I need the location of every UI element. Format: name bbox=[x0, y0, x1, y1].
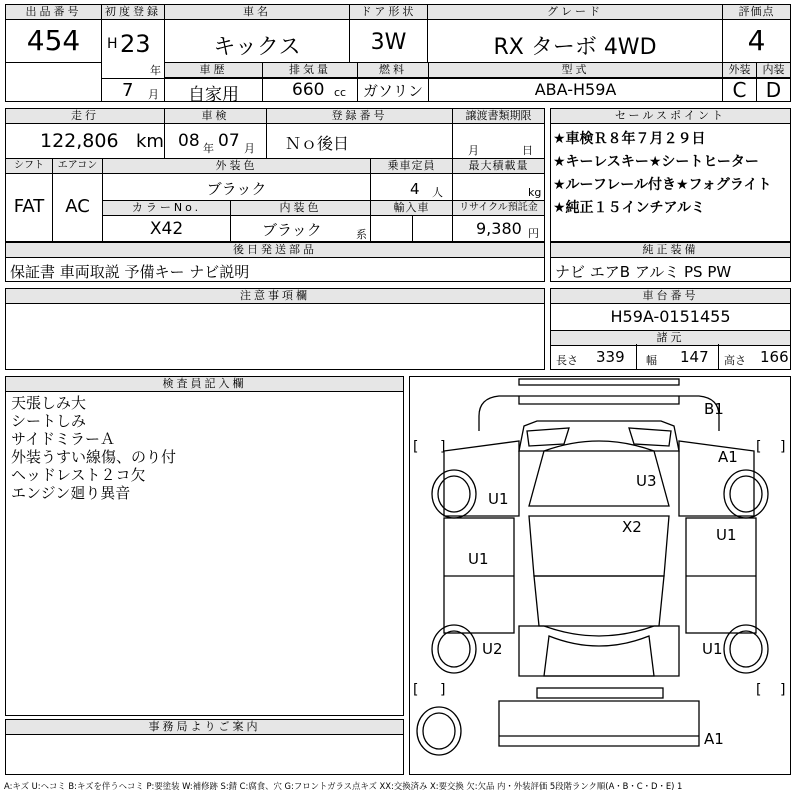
equipment-value: ナビ エアB アルミ PS PW bbox=[555, 263, 732, 281]
svg-text:[: [ bbox=[756, 439, 762, 455]
mark-u1-front-left: U1 bbox=[488, 490, 509, 508]
inspector-line-2: シートしみ bbox=[11, 412, 87, 430]
mark-x2: X2 bbox=[622, 518, 642, 536]
recycle: 9,380 bbox=[476, 219, 522, 238]
fuel-label: 燃料 bbox=[358, 63, 428, 78]
mark-u2: U2 bbox=[482, 640, 503, 658]
mileage: 122,806 bbox=[40, 130, 119, 152]
insp-year: 08 bbox=[178, 131, 200, 151]
sales-point-2: ★キーレスキー★シートヒーター bbox=[553, 154, 759, 170]
dims-label: 諸元 bbox=[551, 331, 790, 346]
chassis bbox=[550, 288, 791, 370]
later-parts bbox=[5, 242, 545, 282]
lot-number: 454 bbox=[26, 24, 81, 57]
chassis-number: H59A-0151455 bbox=[551, 304, 790, 331]
notes-label: 注意事項欄 bbox=[6, 289, 544, 304]
svg-text:[: [ bbox=[413, 439, 419, 455]
office-notice bbox=[5, 719, 404, 775]
door-type: 3W bbox=[370, 30, 407, 55]
mark-u3: U3 bbox=[636, 472, 657, 490]
inspector-notes bbox=[5, 376, 404, 716]
inspector-label: 検査員記入欄 bbox=[6, 377, 403, 392]
shift-label: シフト bbox=[6, 159, 52, 174]
door-label: ドア形状 bbox=[350, 5, 427, 20]
equipment-label: 純正装備 bbox=[551, 243, 790, 258]
car-name-label: 車名 bbox=[165, 5, 349, 20]
disp-unit: cc bbox=[334, 86, 347, 99]
hgt-label: 高さ bbox=[724, 354, 746, 367]
grade: RX ターボ 4WD bbox=[493, 35, 657, 60]
history: 自家用 bbox=[188, 85, 239, 105]
int-grade: D bbox=[765, 78, 782, 102]
svg-text:[: [ bbox=[413, 682, 419, 698]
recycle-label: リサイクル預託金 bbox=[453, 201, 544, 216]
svg-text:]: ] bbox=[780, 439, 786, 455]
later-parts-label: 後日発送部品 bbox=[6, 243, 544, 258]
sales-points-label: セールスポイント bbox=[551, 109, 790, 124]
sales-point-3: ★ルーフレール付き★フォグライト bbox=[553, 177, 772, 193]
ac-label: エアコン bbox=[53, 159, 102, 174]
mark-u1-rear-right: U1 bbox=[702, 640, 723, 658]
office-value bbox=[6, 735, 403, 739]
reg-month: 7 bbox=[122, 80, 134, 101]
ext-grade: C bbox=[732, 78, 747, 102]
displacement: 660 bbox=[292, 80, 325, 100]
history-label: 車歴 bbox=[165, 63, 262, 78]
inspector-line-5: ヘッドレスト２コ欠 bbox=[11, 466, 146, 484]
equipment bbox=[550, 242, 791, 282]
wid-label: 幅 bbox=[646, 354, 657, 367]
len-label: 長さ bbox=[556, 354, 578, 367]
colorno-label: カラーNo. bbox=[103, 201, 230, 216]
insp-month: 07 bbox=[218, 131, 240, 151]
disp-label: 排気量 bbox=[263, 63, 357, 78]
wid: 147 bbox=[680, 348, 709, 366]
car-name: キックス bbox=[213, 35, 301, 60]
model: ABA-H59A bbox=[534, 80, 617, 99]
inspector-line-6: エンジン廻り異音 bbox=[11, 484, 131, 502]
seats: 4 bbox=[410, 180, 420, 198]
svg-text:]: ] bbox=[440, 439, 446, 455]
reg-era: H bbox=[107, 36, 118, 52]
regno: Ｎｏ後日 bbox=[285, 134, 350, 153]
inspector-line-1: 天張しみ大 bbox=[11, 394, 87, 412]
interior: ブラック bbox=[262, 221, 322, 239]
reg-label: 初度登録 bbox=[102, 5, 164, 20]
color-label: 外装色 bbox=[103, 159, 370, 174]
inspector-line-3: サイドミラーＡ bbox=[11, 430, 115, 448]
sales-points bbox=[550, 108, 791, 242]
legend: A:キズ U:ヘコミ B:キズを伴うヘコミ P:要塗装 W:補修跡 S:錆 C:腐食、穴 G:フロントガラス点キズ XX:交換済み X:要交換 欠:欠品 内・外装評価 5段階ランク順(A・B・C・D・E) 1 bbox=[4, 781, 683, 791]
hgt: 166 bbox=[760, 348, 789, 366]
ext-label: 外装 bbox=[723, 63, 756, 78]
recycle-unit: 円 bbox=[528, 227, 539, 240]
mark-u1-left: U1 bbox=[468, 550, 489, 568]
transfer-day: 日 bbox=[522, 144, 533, 157]
color: ブラック bbox=[206, 180, 267, 198]
inspector-line-4: 外装うすい線傷、のり付 bbox=[11, 448, 177, 466]
lot-label: 出品番号 bbox=[6, 5, 101, 20]
reg-year: 23 bbox=[120, 30, 151, 58]
reg-year-unit: 年 bbox=[150, 64, 161, 77]
load-label: 最大積載量 bbox=[453, 159, 544, 174]
mark-b1: B1 bbox=[704, 400, 724, 418]
colorno: X42 bbox=[149, 219, 184, 239]
sales-point-1: ★車検Ｒ８年７月２９日 bbox=[553, 131, 706, 147]
svg-text:]: ] bbox=[440, 682, 446, 698]
seats-unit: 人 bbox=[432, 186, 443, 199]
svg-text:[: [ bbox=[756, 682, 762, 698]
transfer-label: 譲渡書類期限 bbox=[453, 109, 544, 124]
inspection-label: 車検 bbox=[165, 109, 266, 124]
insp-month-unit: 月 bbox=[244, 142, 255, 155]
interior-label: 内装色 bbox=[231, 201, 370, 216]
model-label: 型式 bbox=[429, 63, 722, 78]
ac: AC bbox=[65, 196, 90, 217]
car-diagram bbox=[409, 376, 791, 775]
fuel: ガソリン bbox=[362, 82, 423, 100]
mileage-label: 走行 bbox=[6, 109, 164, 124]
reg-month-unit: 月 bbox=[148, 88, 159, 101]
mark-a1-front-right: A1 bbox=[718, 448, 738, 466]
score-label: 評価点 bbox=[723, 5, 790, 20]
notes-value bbox=[6, 304, 544, 310]
transfer-month: 月 bbox=[468, 144, 479, 157]
int-label: 内装 bbox=[757, 63, 790, 78]
chassis-label: 車台番号 bbox=[551, 289, 790, 304]
later-parts-value: 保証書 車両取説 予備キー ナビ説明 bbox=[10, 263, 250, 281]
load-unit: kg bbox=[528, 186, 542, 199]
notes bbox=[5, 288, 545, 370]
shift: FAT bbox=[13, 196, 45, 217]
import-label: 輸入車 bbox=[371, 201, 452, 216]
regno-label: 登録番号 bbox=[267, 109, 452, 124]
mileage-unit: km bbox=[136, 131, 164, 152]
insp-year-unit: 年 bbox=[203, 142, 214, 155]
svg-text:]: ] bbox=[780, 682, 786, 698]
sales-point-4: ★純正１５インチアルミ bbox=[553, 200, 705, 216]
len: 339 bbox=[596, 348, 625, 366]
seats-label: 乗車定員 bbox=[371, 159, 452, 174]
mark-a1-rear: A1 bbox=[704, 730, 724, 748]
interior-unit: 系 bbox=[356, 228, 367, 241]
score: 4 bbox=[747, 24, 766, 57]
mark-u1-right: U1 bbox=[716, 526, 737, 544]
office-label: 事務局よりご案内 bbox=[6, 720, 403, 735]
grade-label: グレード bbox=[428, 5, 722, 20]
